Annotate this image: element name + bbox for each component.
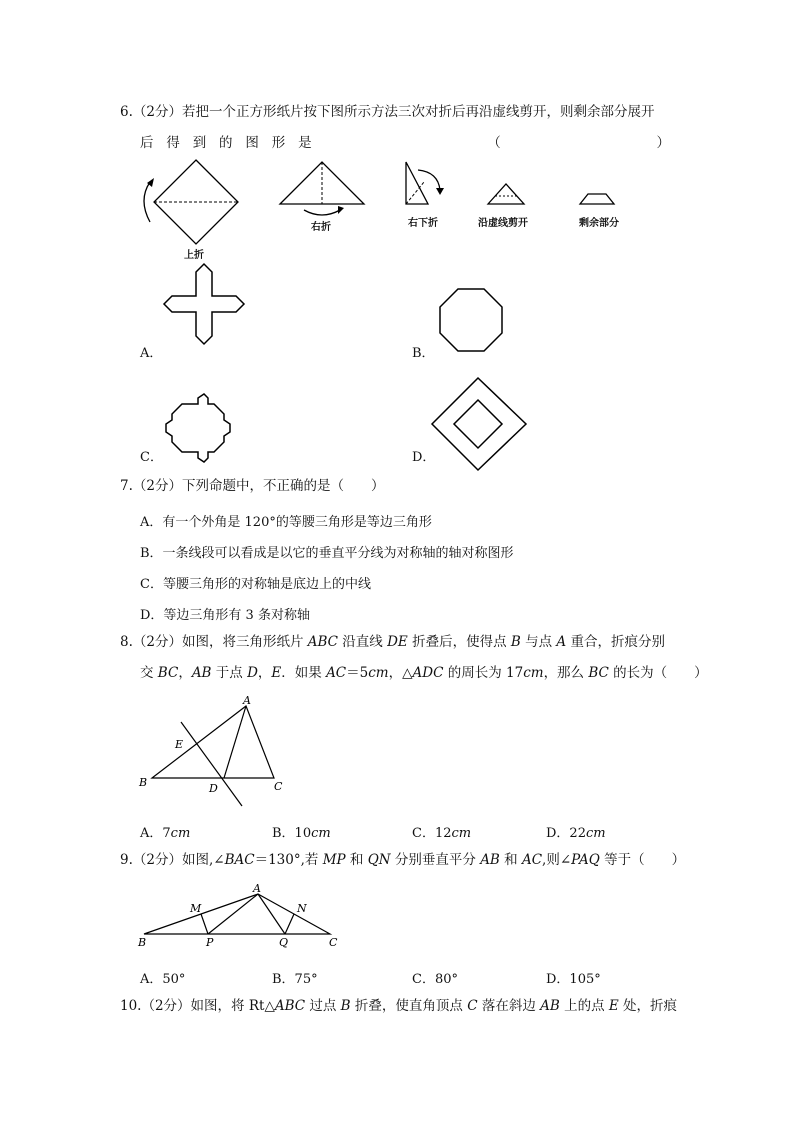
q7-option-a: A．有一个外角是 120°的等腰三角形是等边三角形 (140, 515, 432, 530)
q7-option-b: B．一条线段可以看成是以它的垂直平分线为对称轴的轴对称图形 (140, 546, 514, 561)
q8-stem-line1: 8.（2分）如图，将三角形纸片 ABC 沿直线 DE 折叠后，使得点 B 与点 A 重合，折痕分别 (120, 634, 665, 650)
q9-option-a: A．50° (140, 972, 186, 987)
q8-label-a: A (243, 694, 251, 707)
q8-option-a: A．7cm (140, 826, 191, 841)
q9-label-n: N (297, 902, 307, 915)
q6-stem-line2: 后 得 到 的 图 形 是 （ ） (140, 135, 670, 151)
caption-right-fold: 右折 (311, 222, 331, 233)
q7-option-c: C．等腰三角形的对称轴是底边上的中线 (140, 577, 371, 592)
q8-label-e: E (175, 738, 184, 751)
q8-label-b: B (139, 776, 148, 789)
q9-stem: 9.（2分）如图,∠BAC＝130°,若 MP 和 QN 分别垂直平分 AB 和 AC,则∠PAQ 等于（ ） (120, 852, 686, 868)
q9-label-c: C (329, 936, 338, 949)
q7-option-d: D．等边三角形有 3 条对称轴 (140, 608, 310, 623)
q9-label-m: M (190, 902, 202, 915)
q8-stem-line2: 交 BC，AB 于点 D，E．如果 AC＝5cm，△ADC 的周长为 17cm，那么 BC 的长为（ ） (140, 665, 708, 681)
q8-option-c: C．12cm (412, 826, 472, 841)
q9-label-p: P (206, 936, 214, 949)
caption-up-fold: 上折 (184, 250, 204, 261)
q6-option-c: C． (140, 450, 163, 465)
q9-label-q: Q (279, 936, 289, 949)
q9-label-a: A (253, 882, 261, 895)
q8-label-c: C (274, 780, 283, 793)
q8-option-b: B．10cm (272, 826, 331, 841)
q8-option-d: D．22cm (546, 826, 606, 841)
q6-option-d: D． (412, 450, 436, 465)
q6-stem-line1: 6.（2分）若把一个正方形纸片按下图所示方法三次对折后再沿虚线剪开，则剩余部分展开 (120, 104, 655, 120)
q9-label-b: B (138, 936, 147, 949)
caption-remaining-part: 剩余部分 (579, 218, 619, 229)
q6-option-b: B． (412, 346, 435, 361)
caption-cut-along-dashed: 沿虚线剪开 (478, 218, 528, 229)
caption-lower-right-fold: 右下折 (408, 218, 438, 229)
q9-option-b: B．75° (272, 972, 318, 987)
q7-stem: 7.（2分）下列命题中，不正确的是（ ） (120, 478, 385, 494)
q9-option-d: D．105° (546, 972, 601, 987)
q10-stem: 10.（2分）如图，将 Rt△ABC 过点 B 折叠，使直角顶点 C 落在斜边 AB 上的点 E 处，折痕 (120, 998, 678, 1014)
q9-option-c: C．80° (412, 972, 458, 987)
q8-label-d: D (209, 782, 218, 795)
q6-option-a: A． (140, 346, 163, 361)
